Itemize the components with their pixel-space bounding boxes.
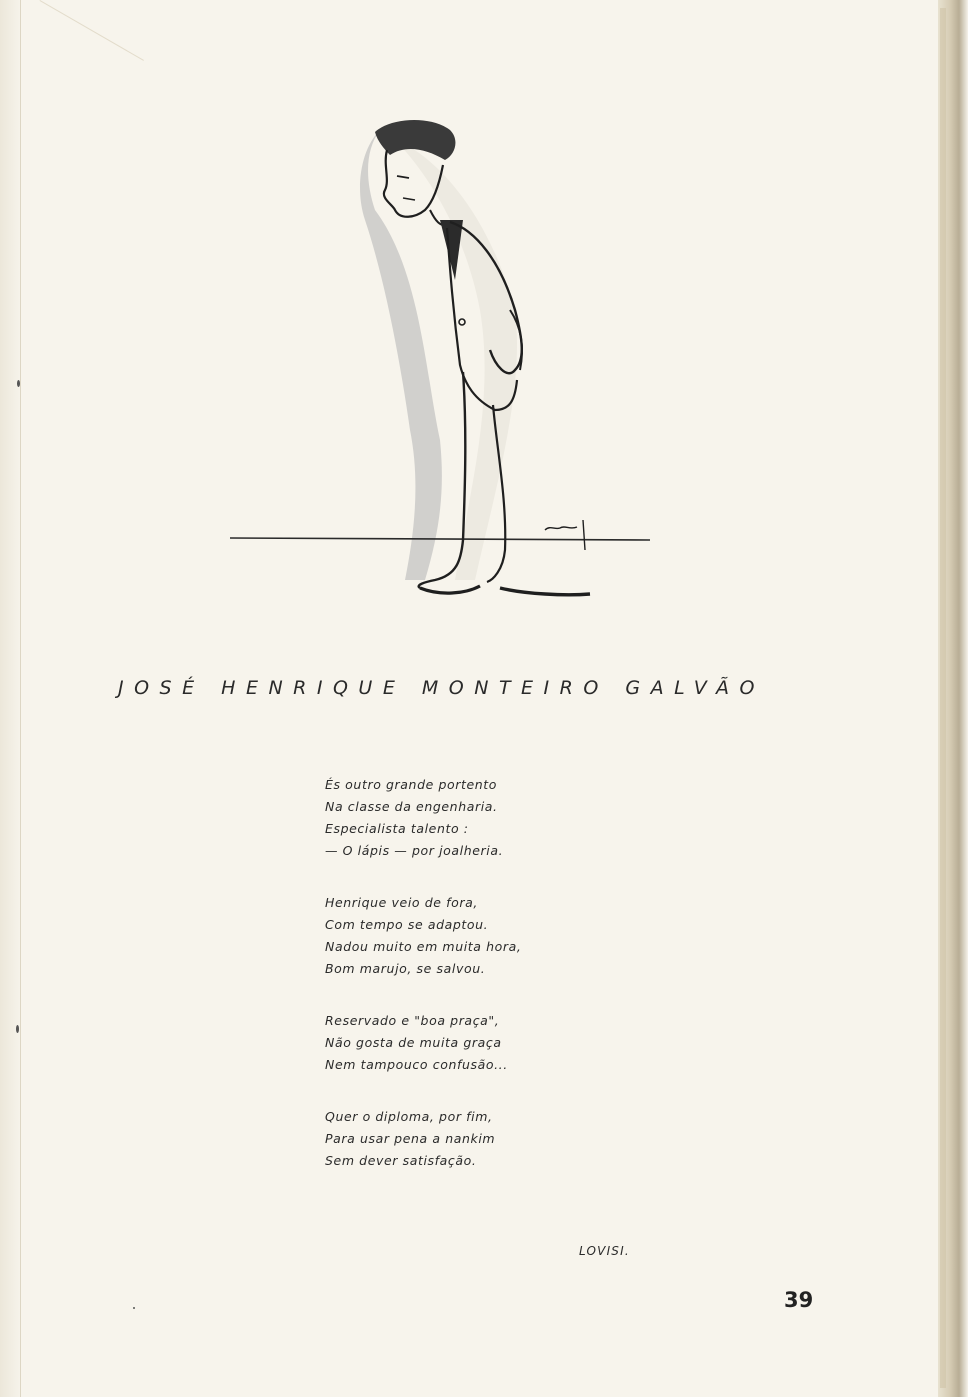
poem-stanza — [325, 1010, 625, 1076]
poem-line: Com tempo se adaptou. — [325, 917, 489, 932]
poem-line: — O lápis — por joalheria. — [325, 843, 504, 858]
poem — [325, 774, 625, 1172]
poem-stanza — [325, 892, 625, 980]
poem-line: Quer o diploma, por fim, — [325, 1109, 493, 1124]
poem-line: Bom marujo, se salvou. — [325, 961, 486, 976]
poem-line: Reservado e "boa praça", — [325, 1013, 500, 1028]
poem-line: Henrique veio de fora, — [325, 895, 478, 910]
poem-line: Nem tampouco confusão... — [325, 1057, 508, 1072]
poem-line: Nadou muito em muita hora, — [325, 939, 522, 954]
poem-author: LOVISI. — [579, 1244, 630, 1258]
page-crease — [40, 0, 144, 61]
poem-line: És outro grande portento — [325, 777, 498, 792]
poem-stanza — [325, 1106, 625, 1172]
poem-stanza — [325, 774, 625, 862]
poem-line: Especialista talento : — [325, 821, 469, 836]
poem-line: Para usar pena a nankim — [325, 1131, 496, 1146]
gutter-line — [20, 0, 21, 1397]
poem-line: Na classe da engenharia. — [325, 799, 498, 814]
poem-line: Sem dever satisfação. — [325, 1153, 477, 1168]
page-gutter — [0, 0, 22, 1397]
page-number: 39 — [784, 1288, 814, 1312]
page-title: JOSÉ HENRIQUE MONTEIRO GALVÃO — [118, 677, 765, 699]
poem-line: Não gosta de muita graça — [325, 1035, 502, 1050]
caricature-drawing — [225, 110, 655, 610]
page-edge — [938, 0, 968, 1397]
